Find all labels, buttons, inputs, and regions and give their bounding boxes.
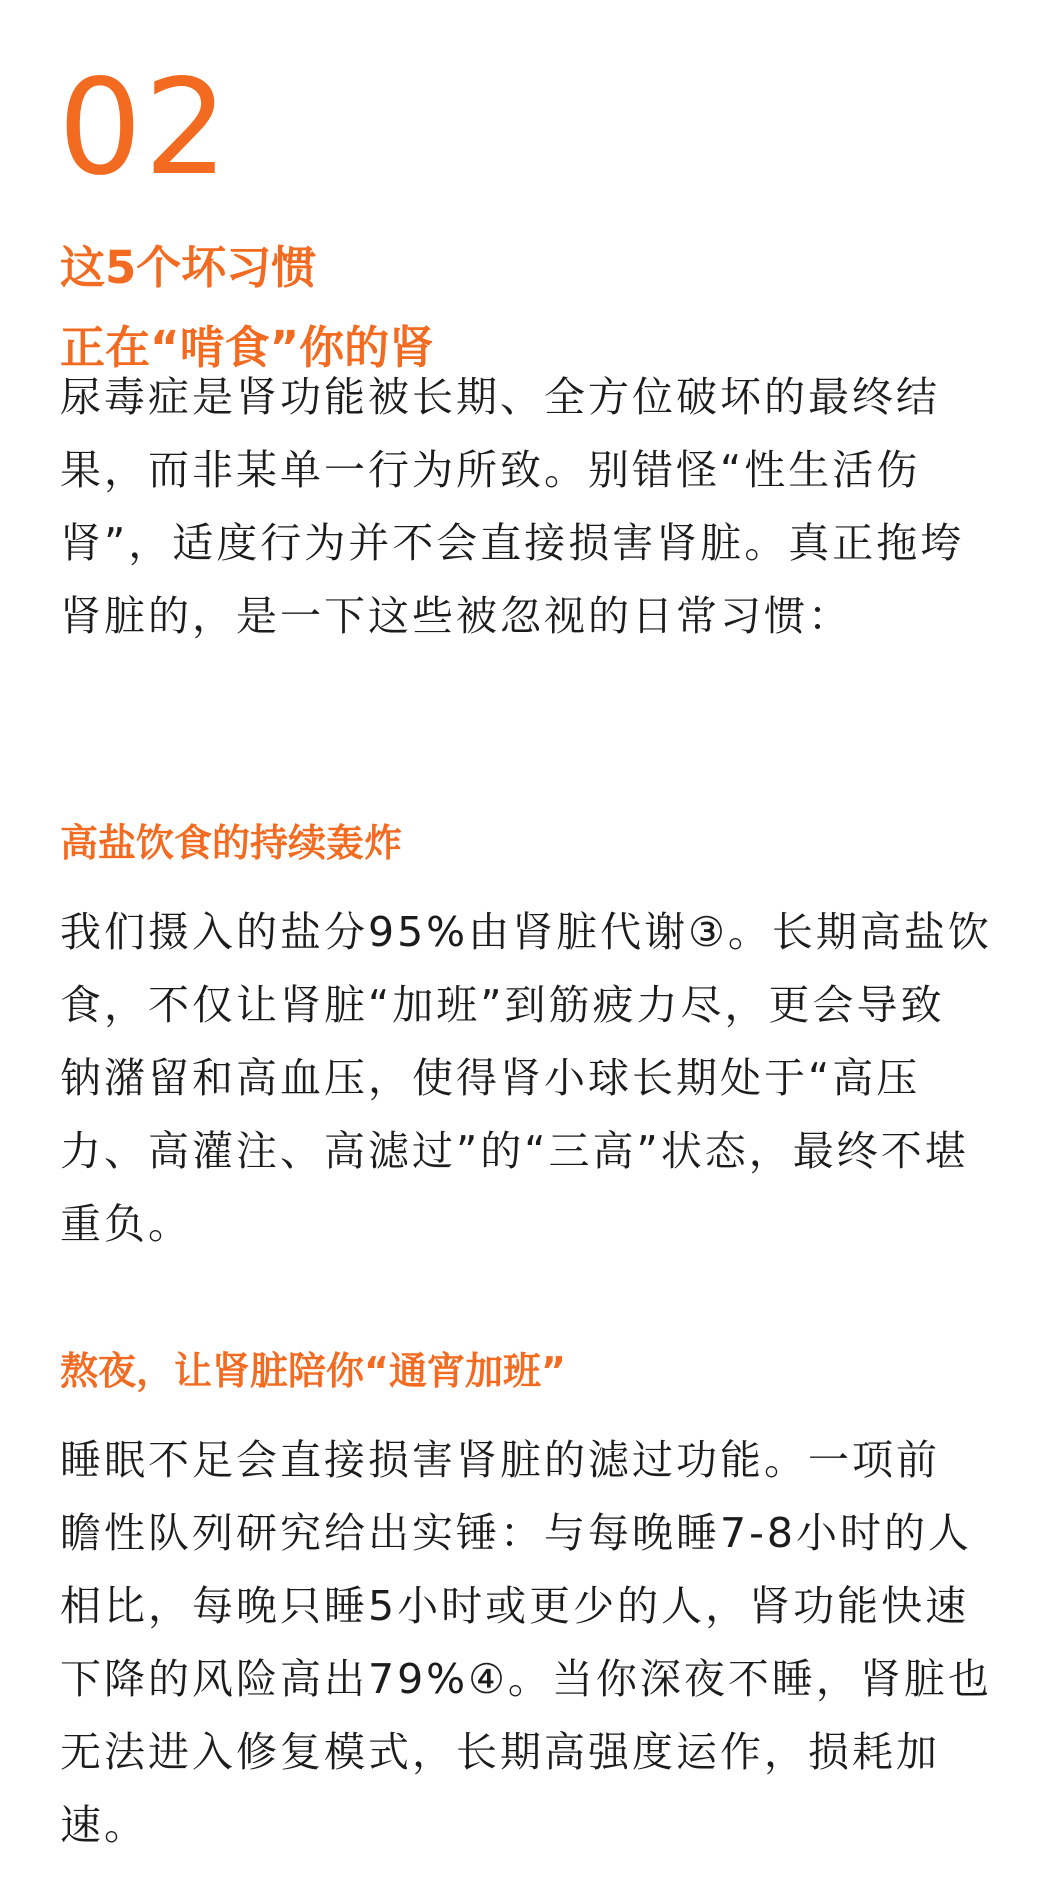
paragraph-line: 无法进入修复模式，长期高强度运作，损耗加	[60, 1728, 940, 1776]
habit-paragraph-late-night	[60, 1424, 996, 1862]
habit-heading-salt: 高盐饮食的持续轰炸	[60, 821, 403, 865]
paragraph-line: 速。	[60, 1801, 148, 1849]
paragraph-line: 相比，每晚只睡5小时或更少的人，肾功能快速	[60, 1582, 970, 1630]
section-title-line: 这5个坏习惯	[60, 241, 317, 294]
paragraph-line: 下降的风险高出79%④。当你深夜不睡，肾脏也	[60, 1655, 992, 1703]
paragraph-line: 重负。	[60, 1200, 192, 1248]
paragraph-line: 睡眠不足会直接损害肾脏的滤过功能。一项前	[60, 1436, 940, 1484]
section-title-line: 正在“啃食”你的肾	[60, 321, 435, 374]
paragraph-line: 钠潴留和高血压，使得肾小球长期处于“高压	[60, 1054, 921, 1102]
paragraph-line: 食，不仅让肾脏“加班”到筋疲力尽，更会导致	[60, 981, 945, 1029]
paragraph-line: 我们摄入的盐分95%由肾脏代谢③。长期高盐饮	[60, 908, 992, 956]
intro-paragraph	[60, 361, 996, 653]
paragraph-line: 肾脏的，是一下这些被忽视的日常习惯：	[60, 592, 852, 640]
paragraph-line: 尿毒症是肾功能被长期、全方位破坏的最终结	[60, 373, 940, 421]
section-number: 02	[58, 51, 230, 205]
habit-paragraph-salt	[60, 896, 996, 1261]
habit-heading-late-night: 熬夜，让肾脏陪你“通宵加班”	[60, 1349, 566, 1393]
paragraph-line: 瞻性队列研究给出实锤：与每晚睡7-8小时的人	[60, 1509, 972, 1557]
paragraph-line: 果，而非某单一行为所致。别错怪“性生活伤	[60, 446, 921, 494]
paragraph-line: 肾”，适度行为并不会直接损害肾脏。真正拖垮	[60, 519, 965, 567]
paragraph-line: 力、高灌注、高滤过”的“三高”状态，最终不堪	[60, 1127, 969, 1175]
